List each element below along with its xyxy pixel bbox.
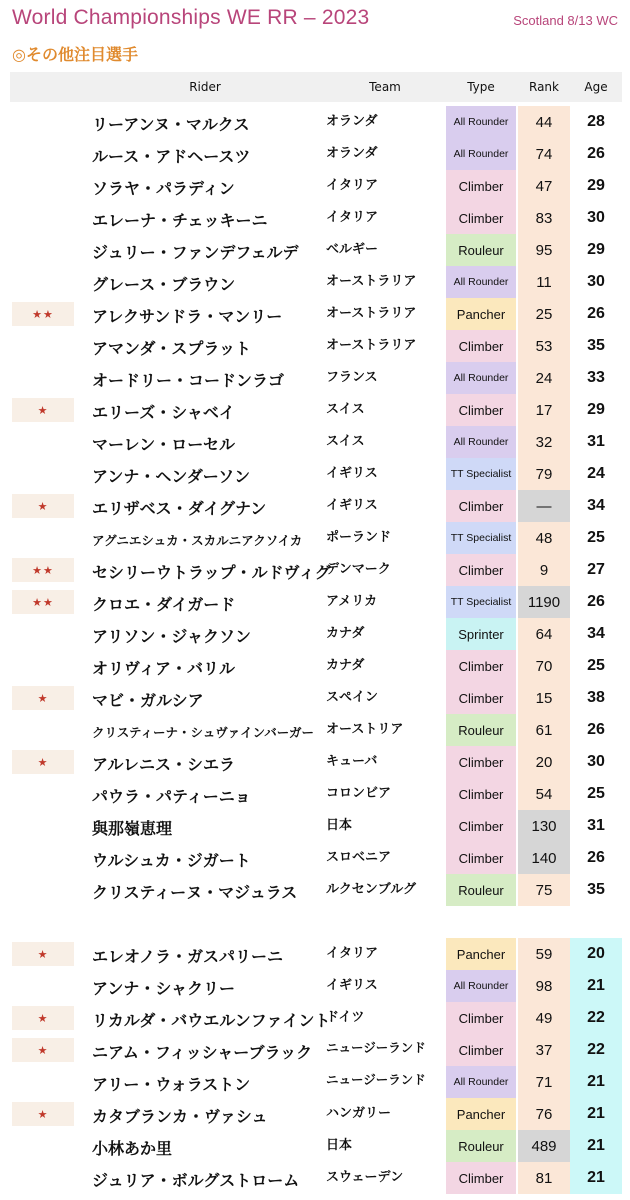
rider-type: All Rounder: [446, 1066, 516, 1098]
rider-team: スペイン: [326, 690, 379, 705]
rider-team: オーストラリア: [326, 274, 417, 289]
rider-age: 29: [587, 241, 605, 258]
star-rating: ★★: [12, 558, 74, 582]
rider-rank: 61: [535, 721, 553, 739]
rider-age: 26: [587, 305, 605, 322]
rider-name: アグニエシュカ・スカルニアクソイカ: [92, 533, 303, 548]
rider-age: 30: [587, 209, 605, 226]
star-rating: ★★: [12, 590, 74, 614]
rider-name: セシリーウトラップ・ルドヴィグ: [92, 563, 331, 582]
rider-rank: 20: [535, 753, 553, 771]
rider-team: イタリア: [326, 946, 379, 961]
rider-age: 25: [587, 657, 605, 674]
rider-age: 22: [587, 1041, 605, 1058]
column-header-rider: Rider: [189, 80, 221, 94]
rider-age: 35: [587, 337, 605, 354]
rider-age: 26: [587, 593, 605, 610]
star-rating: ★: [12, 750, 74, 774]
rider-age: 26: [587, 849, 605, 866]
rider-rank: 76: [535, 1105, 553, 1123]
column-header: [10, 72, 622, 102]
header: [0, 0, 630, 36]
rider-team: イギリス: [326, 978, 378, 993]
rider-team: イタリア: [326, 178, 379, 193]
rider-name: クリスティーナ・シュヴァインバーガー: [92, 725, 315, 740]
rider-age: 34: [587, 497, 605, 514]
rider-row: [0, 330, 630, 362]
rider-rank: 49: [535, 1009, 553, 1027]
star-rating: ★: [12, 942, 74, 966]
column-header-rank: Rank: [529, 80, 559, 94]
rider-name: グレース・ブラウン: [92, 275, 236, 294]
rider-age: 29: [587, 177, 605, 194]
rider-team: アメリカ: [326, 594, 378, 609]
rider-row: [0, 490, 630, 522]
rider-rank: 25: [535, 305, 553, 323]
rider-name: パウラ・パティーニョ: [92, 787, 251, 806]
star-rating: ★★: [12, 302, 74, 326]
section-subtitle: ◎その他注目選手: [12, 45, 138, 64]
rider-age: 38: [587, 689, 605, 706]
star-rating: ★: [12, 1038, 74, 1062]
rider-name: リカルダ・バウエルンファイント: [92, 1011, 331, 1030]
rider-name: ジュリア・ボルグストローム: [92, 1171, 300, 1190]
rider-row: [0, 778, 630, 810]
rider-name: ソラヤ・パラディン: [92, 179, 235, 198]
rider-type: Climber: [446, 1162, 516, 1194]
rider-type: Pancher: [446, 1098, 516, 1130]
rider-name: 與那嶺恵理: [92, 819, 173, 838]
rider-rank: 98: [535, 977, 553, 995]
rider-age: 30: [587, 753, 605, 770]
rider-name: ニアム・フィッシャーブラック: [92, 1043, 313, 1062]
rider-row: [0, 714, 630, 746]
rider-team: オーストリア: [326, 722, 404, 737]
rider-type: Rouleur: [446, 714, 516, 746]
rider-name: ウルシュカ・ジガート: [92, 851, 251, 870]
star-rating: ★: [12, 1102, 74, 1126]
rider-team: ニュージーランド: [326, 1040, 426, 1055]
rider-team: イタリア: [326, 210, 379, 225]
rider-team: 日本: [326, 1138, 353, 1153]
rider-type: Climber: [446, 330, 516, 362]
rider-age: 25: [587, 785, 605, 802]
rider-team: スロベニア: [326, 850, 392, 865]
rider-row: [0, 394, 630, 426]
rider-age: 27: [587, 561, 605, 578]
rider-type: Climber: [446, 394, 516, 426]
rider-type: Rouleur: [446, 234, 516, 266]
rider-row: [0, 138, 630, 170]
rider-team: 日本: [326, 818, 353, 833]
rider-row: [0, 426, 630, 458]
rider-age: 26: [587, 721, 605, 738]
rider-name: アルレニス・シエラ: [92, 755, 235, 774]
rider-row: [0, 106, 630, 138]
rider-row: [0, 586, 630, 618]
rider-type: Sprinter: [446, 618, 516, 650]
rider-name: アリー・ウォラストン: [92, 1075, 251, 1094]
rider-team: スウェーデン: [326, 1170, 404, 1185]
rider-age: 31: [587, 433, 605, 450]
rider-type: Climber: [446, 170, 516, 202]
rider-type: Climber: [446, 1002, 516, 1034]
rider-age: 29: [587, 401, 605, 418]
rider-name: オードリー・コードンラゴ: [92, 371, 285, 390]
rider-team: カナダ: [326, 626, 365, 641]
rider-row: [0, 1098, 630, 1130]
rider-rank: 17: [535, 401, 553, 419]
rider-rank: 83: [535, 209, 553, 227]
rider-row: [0, 842, 630, 874]
rider-rank: 81: [535, 1169, 553, 1187]
rider-type: All Rounder: [446, 266, 516, 298]
rider-rank: 1190: [518, 586, 570, 618]
rider-age: 33: [587, 369, 605, 386]
rider-age: 35: [587, 881, 605, 898]
rider-team: スイス: [326, 402, 365, 417]
rider-rank: 47: [535, 177, 553, 195]
rider-row: [0, 650, 630, 682]
rider-rank: 74: [535, 145, 553, 163]
rider-team: デンマーク: [326, 562, 391, 577]
rider-type: TT Specialist: [446, 522, 516, 554]
rider-rank: 59: [535, 945, 553, 963]
rider-rank: 71: [535, 1073, 553, 1091]
rider-age: 20: [587, 945, 605, 962]
star-rating: ★: [12, 398, 74, 422]
rider-type: All Rounder: [446, 138, 516, 170]
rider-team: カナダ: [326, 658, 365, 673]
rider-type: Rouleur: [446, 874, 516, 906]
rider-row: [0, 1130, 630, 1162]
rider-name: マーレン・ローセル: [92, 435, 235, 454]
rider-name: アンナ・ヘンダーソン: [92, 467, 251, 486]
rider-type: Climber: [446, 554, 516, 586]
rider-team: ニュージーランド: [326, 1072, 426, 1087]
rider-type: Pancher: [446, 938, 516, 970]
rider-rank: 140: [518, 842, 570, 874]
rider-type: All Rounder: [446, 106, 516, 138]
rider-name: クロエ・ダイガード: [92, 595, 236, 614]
rider-row: [0, 234, 630, 266]
event-label: Scotland 8/13 WC: [513, 13, 618, 28]
rider-rank: 95: [535, 241, 553, 259]
star-rating: ★: [12, 494, 74, 518]
rider-rank: 15: [535, 689, 553, 707]
rider-type: Climber: [446, 810, 516, 842]
rider-name: アマンダ・スプラット: [92, 339, 252, 358]
rider-type: Climber: [446, 682, 516, 714]
rider-name: アンナ・シャクリー: [92, 979, 236, 998]
rider-team: フランス: [326, 370, 378, 385]
rider-rank: —: [518, 490, 570, 522]
rider-rank: 79: [535, 465, 553, 483]
rider-row: [0, 682, 630, 714]
column-header-team: Team: [369, 80, 401, 94]
rider-name: ジュリー・ファンデフェルデ: [92, 243, 299, 262]
rider-name: エリーズ・シャベイ: [92, 403, 235, 422]
rider-rank: 48: [535, 529, 553, 547]
rider-team: オランダ: [326, 146, 378, 161]
rider-name: ルース・アドヘースツ: [92, 147, 251, 166]
rider-type: Climber: [446, 202, 516, 234]
rider-type: All Rounder: [446, 426, 516, 458]
rider-age: 26: [587, 145, 605, 162]
rider-row: [0, 554, 630, 586]
rider-name: エレオノラ・ガスパリーニ: [92, 947, 284, 966]
rider-type: TT Specialist: [446, 586, 516, 618]
star-rating: ★: [12, 1006, 74, 1030]
rider-row: [0, 202, 630, 234]
rider-team: オランダ: [326, 114, 378, 129]
rider-type: All Rounder: [446, 970, 516, 1002]
rider-type: Climber: [446, 778, 516, 810]
rider-rank: 32: [535, 433, 553, 451]
rider-row: [0, 1162, 630, 1194]
rider-rank: 9: [539, 561, 549, 579]
column-header-age: Age: [584, 80, 608, 94]
rider-type: Rouleur: [446, 1130, 516, 1162]
rider-name: エリザベス・ダイグナン: [92, 499, 267, 518]
rider-type: All Rounder: [446, 362, 516, 394]
rider-age: 31: [587, 817, 605, 834]
rider-rank: 489: [518, 1130, 570, 1162]
rider-age: 28: [587, 113, 605, 130]
page-title: World Championships WE RR – 2023: [12, 6, 370, 29]
rider-name: アリソン・ジャクソン: [92, 627, 252, 646]
rider-age: 21: [587, 1169, 605, 1186]
rider-age: 21: [587, 1073, 605, 1090]
rider-rank: 75: [535, 881, 553, 899]
rider-team: イギリス: [326, 498, 378, 513]
rider-name: クリスティーヌ・マジュラス: [92, 883, 298, 902]
rider-team: コロンビア: [326, 786, 392, 801]
rider-age: 25: [587, 529, 605, 546]
rider-type: Pancher: [446, 298, 516, 330]
rider-type: TT Specialist: [446, 458, 516, 490]
rider-team: イギリス: [326, 466, 378, 481]
rider-team: ルクセンブルグ: [326, 882, 416, 897]
rider-type: Climber: [446, 842, 516, 874]
rider-age: 24: [587, 465, 605, 482]
rider-age: 22: [587, 1009, 605, 1026]
rider-rank: 130: [518, 810, 570, 842]
rider-rank: 24: [535, 369, 553, 387]
rider-name: エレーナ・チェッキーニ: [92, 211, 268, 230]
star-rating: ★: [12, 686, 74, 710]
rider-team: ハンガリー: [326, 1106, 392, 1121]
rider-row: [0, 522, 630, 554]
rider-name: 小林あか里: [92, 1139, 173, 1158]
rider-name: オリヴィア・バリル: [92, 659, 236, 678]
rider-row: [0, 266, 630, 298]
rider-row: [0, 1002, 630, 1034]
rider-type: Climber: [446, 490, 516, 522]
rider-team: キューバ: [326, 754, 378, 769]
rider-rank: 53: [535, 337, 553, 355]
rider-rank: 37: [535, 1041, 553, 1059]
rider-team: オーストラリア: [326, 306, 417, 321]
rider-age: 21: [587, 1105, 605, 1122]
rider-row: [0, 362, 630, 394]
column-header-type: Type: [467, 80, 495, 94]
rider-row: [0, 970, 630, 1002]
rider-row: [0, 746, 630, 778]
rider-team: ベルギー: [326, 242, 379, 257]
rider-row: [0, 458, 630, 490]
rider-row: [0, 938, 630, 970]
rider-age: 30: [587, 273, 605, 290]
rider-age: 21: [587, 977, 605, 994]
rider-row: [0, 298, 630, 330]
rider-name: アレクサンドラ・マンリー: [92, 307, 283, 326]
rider-team: オーストラリア: [326, 338, 417, 353]
rider-name: リーアンヌ・マルクス: [92, 115, 250, 134]
rider-age: 34: [587, 625, 605, 642]
rider-team: ドイツ: [326, 1010, 365, 1025]
rider-team: ポーランド: [326, 530, 392, 545]
rider-type: Climber: [446, 650, 516, 682]
rider-name: マビ・ガルシア: [92, 691, 204, 710]
rider-rank: 70: [535, 657, 553, 675]
rider-name: カタブランカ・ヴァシュ: [92, 1107, 268, 1126]
rider-type: Climber: [446, 1034, 516, 1066]
rider-rank: 64: [535, 625, 553, 643]
rider-age: 21: [587, 1137, 605, 1154]
rider-rank: 54: [535, 785, 553, 803]
rider-team: スイス: [326, 434, 365, 449]
rider-rank: 11: [536, 273, 552, 291]
rider-row: [0, 170, 630, 202]
rider-row: [0, 874, 630, 906]
rider-row: [0, 618, 630, 650]
rider-row: [0, 1066, 630, 1098]
rider-rank: 44: [535, 113, 553, 131]
rider-row: [0, 810, 630, 842]
rider-type: Climber: [446, 746, 516, 778]
rider-row: [0, 1034, 630, 1066]
